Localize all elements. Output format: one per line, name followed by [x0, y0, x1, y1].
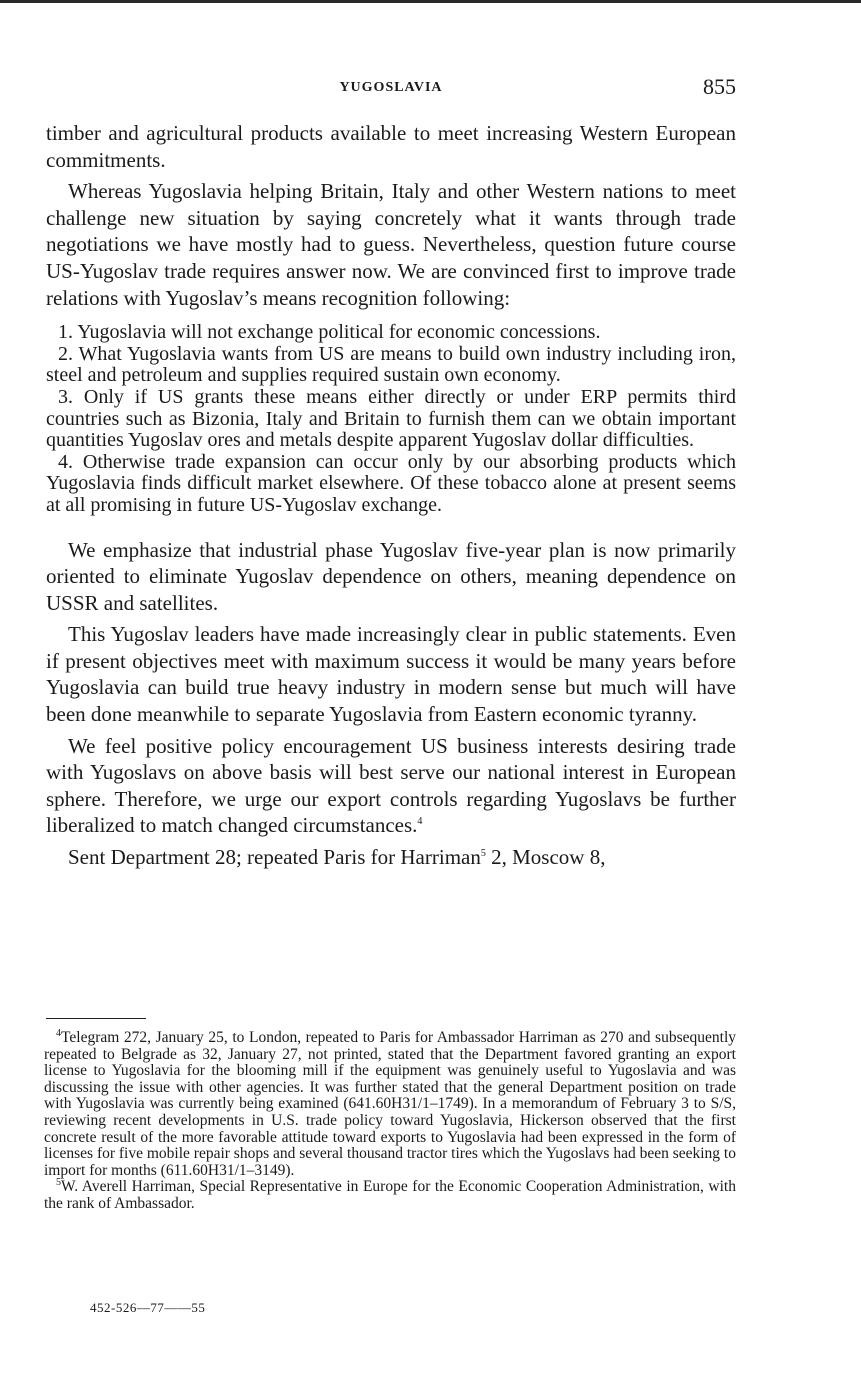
top-border-rule	[0, 0, 861, 3]
footnote-marker: 4	[56, 1027, 61, 1039]
list-item: 4. Otherwise trade expansion can occur only by our absorbing products which Yugoslavia finds difficult market elsewhere. Of these tobacco alone at present seems at all promising in future US-Yugoslav exchange.	[46, 450, 736, 516]
footnote-text: W. Averell Harriman, Special Representative in Europe for the Economic Cooperation Administration, with the rank of Ambassador.	[44, 1178, 736, 1212]
numbered-list	[46, 322, 736, 516]
paragraph-policy	[46, 733, 736, 839]
list-item: 3. Only if US grants these means either directly or under ERP permits third countries such as Bizonia, Italy and Britain to furnish them can we obtain important quantities Yugoslav ores and metals despite apparent Yugoslav dollar difficulties.	[46, 385, 736, 452]
list-item: 1. Yugoslavia will not exchange political for economic concessions.	[58, 321, 601, 344]
footnotes	[44, 1027, 736, 1213]
footnote-ref-5: 5	[480, 848, 486, 860]
footnote-text: Telegram 272, January 25, to London, repeated to Paris for Ambassador Harriman as 270 and subsequently repeated to Belgrade as 32, January 27, not printed, stated that the Department favored granting an export license to Yugoslavia for the blooming mill if the equipment was genuinely useful to Yugoslavia and was discussing the issue with other agencies. It was further stated that the general Department position on trade with Yugoslavia was currently being examined (641.60H31/1–1749). In a memorandum of February 3 to S/S, reviewing recent developments in U.S. trade policy toward Yugoslavia, Hickerson observed that the first concrete result of the more favorable attitude toward exports to Yugoslavia had been expressed in the form of licenses for five mobile repair shops and several thousand tractor tires which the Yugoslavs had been seeking to import for months (611.60H31/1–3149).	[44, 1029, 736, 1179]
paragraph-sent-text-a: Sent Department 28; repeated Paris for Harriman	[68, 845, 481, 870]
footnote-marker: 5	[56, 1177, 61, 1189]
footnote-5	[44, 1179, 736, 1212]
paragraph-policy-text: We feel positive policy encouragement US business interests desiring trade with Yugoslavs on above basis will best serve our national interest in European sphere. Therefore, we urge our export controls regarding Yugoslavs be further liberalized to match changed circumstances.	[46, 733, 736, 838]
page-number: 855	[703, 74, 736, 99]
running-head	[46, 74, 736, 104]
footnote-4	[44, 1027, 736, 1179]
paragraph-sent	[46, 844, 736, 871]
list-item: 2. What Yugoslavia wants from US are means to build own industry including iron, steel and petroleum and supplies required sustain own economy.	[46, 342, 736, 387]
paragraph-five-year-plan: We emphasize that industrial phase Yugoslav five-year plan is now primarily oriented to eliminate Yugoslav dependence on others, meaning dependence on USSR and satellites.	[46, 537, 736, 615]
footnote-ref-4: 4	[417, 816, 423, 828]
main-text	[46, 120, 736, 871]
running-title: YUGOSLAVIA	[339, 80, 443, 95]
paragraph-continuation: timber and agricultural products available to meet increasing Western European commitments.	[46, 121, 736, 172]
print-code: 452-526—77——55	[90, 1300, 206, 1315]
footnote-rule	[46, 1018, 146, 1019]
paragraph-whereas: Whereas Yugoslavia helping Britain, Italy and other Western nations to meet challenge new situation by saying concretely what it wants through trade negotiations we have mostly had to guess. Nevertheless, question future course US-Yugoslav trade requires answer now. We are convinced first to improve trade relations with Yugoslav’s means recognition following:	[46, 179, 736, 310]
paragraph-leaders: This Yugoslav leaders have made increasingly clear in public statements. Even if present objectives meet with maximum success it would be many years before Yugoslavia can build true heavy industry in modern sense but much will have been done meanwhile to separate Yugoslavia from Eastern economic tyranny.	[46, 622, 736, 727]
paragraph-sent-text-b: 2, Moscow 8,	[485, 845, 606, 870]
